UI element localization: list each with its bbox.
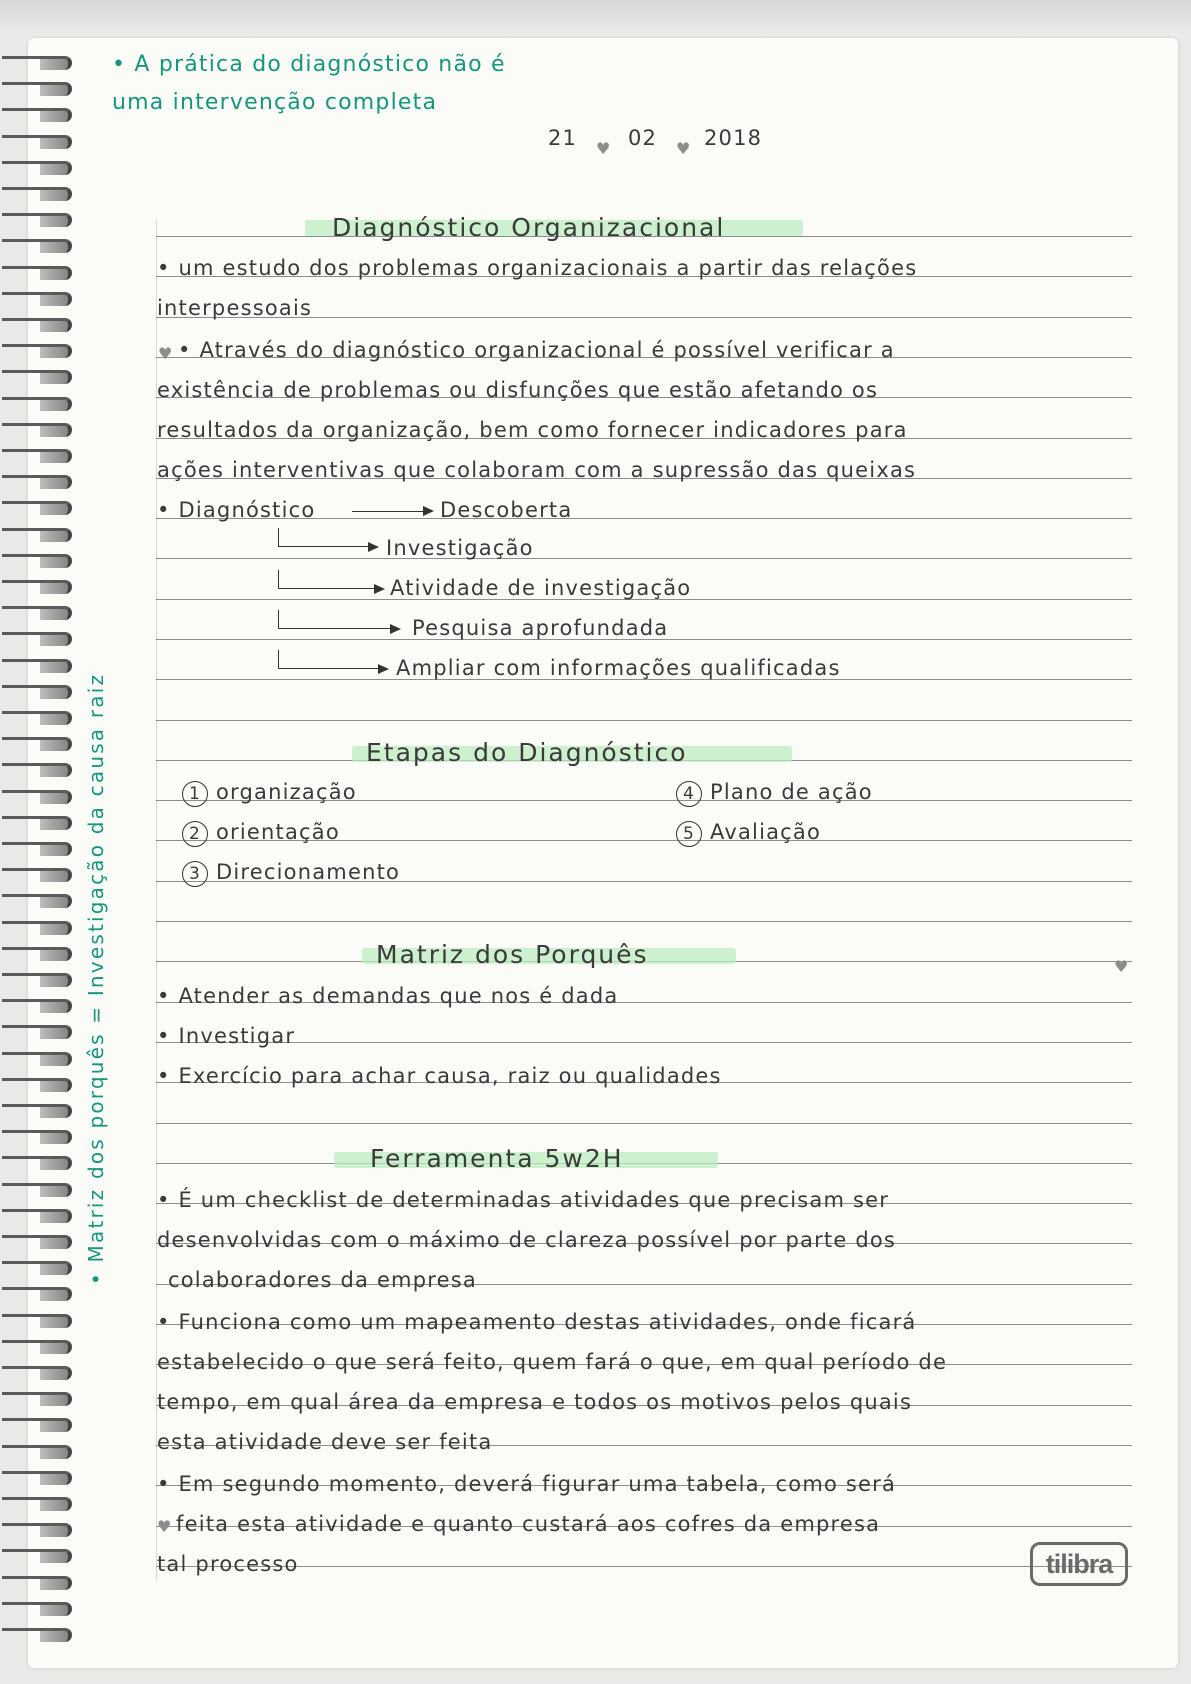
spiral-ring [2,423,72,437]
paragraph-line: tempo, em qual área da empresa e todos os motivos pelos quais [157,1390,913,1414]
spiral-ring [2,1445,72,1459]
spiral-ring [2,370,72,384]
spiral-binding [0,0,80,1684]
spiral-ring [2,632,72,646]
step-label: Direcionamento [216,860,401,884]
section-title-etapas: Etapas do Diagnóstico [366,738,688,767]
paragraph-line: • um estudo dos problemas organizacionais a partir das relações [157,256,918,280]
heart-icon: ♥ [596,139,611,158]
brand-logo [1030,1542,1128,1586]
step-3 [182,860,400,887]
date-month: 02 [628,126,658,150]
step-2 [182,820,340,847]
list-item: • Exercício para achar causa, raiz ou qualidades [157,1064,722,1088]
spiral-ring [2,475,72,489]
spiral-ring [2,659,72,673]
spiral-ring [2,999,72,1013]
heart-icon: ♥ [1114,957,1129,976]
step-label: organização [216,780,357,804]
spiral-ring [2,1602,72,1616]
paragraph-line: feita esta atividade e quanto custará aos cofres da empresa [176,1512,881,1536]
spiral-ring [2,842,72,856]
number-circle: 3 [182,861,208,887]
spiral-ring [2,1471,72,1485]
spiral-ring [2,1104,72,1118]
step-label: Avaliação [710,820,822,844]
section-title-ferramenta: Ferramenta 5w2H [370,1144,624,1173]
number-circle: 1 [182,781,208,807]
spiral-ring [2,685,72,699]
spiral-ring [2,187,72,201]
spiral-ring [2,213,72,227]
diagram-item: Ampliar com informações qualificadas [396,656,841,680]
header-note-line2: uma intervenção completa [112,90,438,115]
step-label: Plano de ação [710,780,873,804]
paragraph-line: ações interventivas que colaboram com a supressão das queixas [157,458,917,482]
scan-border [0,0,1191,38]
list-item: • Investigar [157,1024,296,1048]
ruled-line [156,1566,1132,1567]
spiral-ring [2,449,72,463]
arrow-icon [278,528,369,547]
spiral-ring [2,973,72,987]
spiral-ring [2,161,72,175]
spiral-ring [2,1261,72,1275]
spiral-ring [2,1130,72,1144]
spiral-ring [2,56,72,70]
spiral-ring [2,108,72,122]
arrow-icon [278,570,375,589]
paragraph-line: • Através do diagnóstico organizacional é possível verificar a [178,338,895,362]
spiral-ring [2,1576,72,1590]
spiral-ring [2,790,72,804]
spiral-ring [2,292,72,306]
paragraph-line: existência de problemas ou disfunções que estão afetando os [157,378,879,402]
spiral-ring [2,1235,72,1249]
paragraph-line: resultados da organização, bem como fornecer indicadores para [157,418,908,442]
spiral-ring [2,135,72,149]
arrow-icon [278,610,391,629]
arrow-icon [278,650,379,669]
section-title-matriz: Matriz dos Porquês [376,940,649,969]
spiral-ring [2,1287,72,1301]
ruled-line [156,720,1132,721]
step-5 [676,820,821,847]
step-label: orientação [216,820,340,844]
diagram-root: • Diagnóstico [157,498,316,522]
spiral-ring [2,1523,72,1537]
spiral-ring [2,1209,72,1223]
spiral-ring [2,1340,72,1354]
spiral-ring [2,1052,72,1066]
brand-name: tilibra [1045,1548,1113,1579]
number-circle: 5 [676,821,702,847]
spiral-ring [2,501,72,515]
spiral-ring [2,1418,72,1432]
spiral-ring [2,1156,72,1170]
margin-note: • Matriz dos porquês = Investigação da causa raiz [84,672,108,1285]
spiral-ring [2,711,72,725]
diagram-item: Descoberta [440,498,573,522]
diagram-item: Investigação [386,536,534,560]
heart-icon: ♥ [676,139,691,158]
spiral-ring [2,82,72,96]
paragraph-line: • Funciona como um mapeamento destas atividades, onde ficará [157,1310,917,1334]
notebook-page [28,38,1178,1668]
paragraph-line: colaboradores da empresa [168,1268,477,1292]
spiral-ring [2,947,72,961]
spiral-ring [2,816,72,830]
diagram-item: Pesquisa aprofundada [412,616,669,640]
spiral-ring [2,1078,72,1092]
number-circle: 4 [676,781,702,807]
header-note-line1: • A prática do diagnóstico não é [112,52,506,77]
ruled-line [156,1123,1132,1124]
paragraph-line: • É um checklist de determinadas atividades que precisam ser [157,1188,890,1212]
section-title-diagnostico: Diagnóstico Organizacional [332,213,726,242]
number-circle: 2 [182,821,208,847]
spiral-ring [2,1549,72,1563]
spiral-ring [2,606,72,620]
spiral-ring [2,763,72,777]
spiral-ring [2,266,72,280]
list-item: • Atender as demandas que nos é dada [157,984,619,1008]
diagram-item: Atividade de investigação [390,576,692,600]
spiral-ring [2,921,72,935]
paragraph-line: tal processo [157,1552,299,1576]
paragraph-line: • Em segundo momento, deverá figurar uma tabela, como será [157,1472,897,1496]
date-year: 2018 [704,126,763,150]
spiral-ring [2,1497,72,1511]
ruled-line [156,558,1132,559]
spiral-ring [2,1314,72,1328]
spiral-ring [2,580,72,594]
spiral-ring [2,894,72,908]
spiral-ring [2,737,72,751]
spiral-ring [2,397,72,411]
spiral-ring [2,1628,72,1642]
spiral-ring [2,528,72,542]
heart-icon: ♥ [158,344,173,363]
spiral-ring [2,554,72,568]
step-1 [182,780,357,807]
spiral-ring [2,318,72,332]
spiral-ring [2,1183,72,1197]
spiral-ring [2,344,72,358]
spiral-ring [2,1025,72,1039]
date-day: 21 [548,126,578,150]
ruled-line [156,1042,1132,1043]
paragraph-line: desenvolvidas com o máximo de clareza possível por parte dos [157,1228,897,1252]
heart-icon: ♥ [157,1517,172,1536]
paragraph-line: estabelecido o que será feito, quem fará o que, em qual período de [157,1350,948,1374]
spiral-ring [2,1392,72,1406]
paragraph-line: interpessoais [157,296,313,320]
arrow-icon [352,511,424,512]
spiral-ring [2,1366,72,1380]
ruled-line [156,921,1132,922]
paragraph-line: esta atividade deve ser feita [157,1430,493,1454]
spiral-ring [2,239,72,253]
step-4 [676,780,873,807]
spiral-ring [2,868,72,882]
